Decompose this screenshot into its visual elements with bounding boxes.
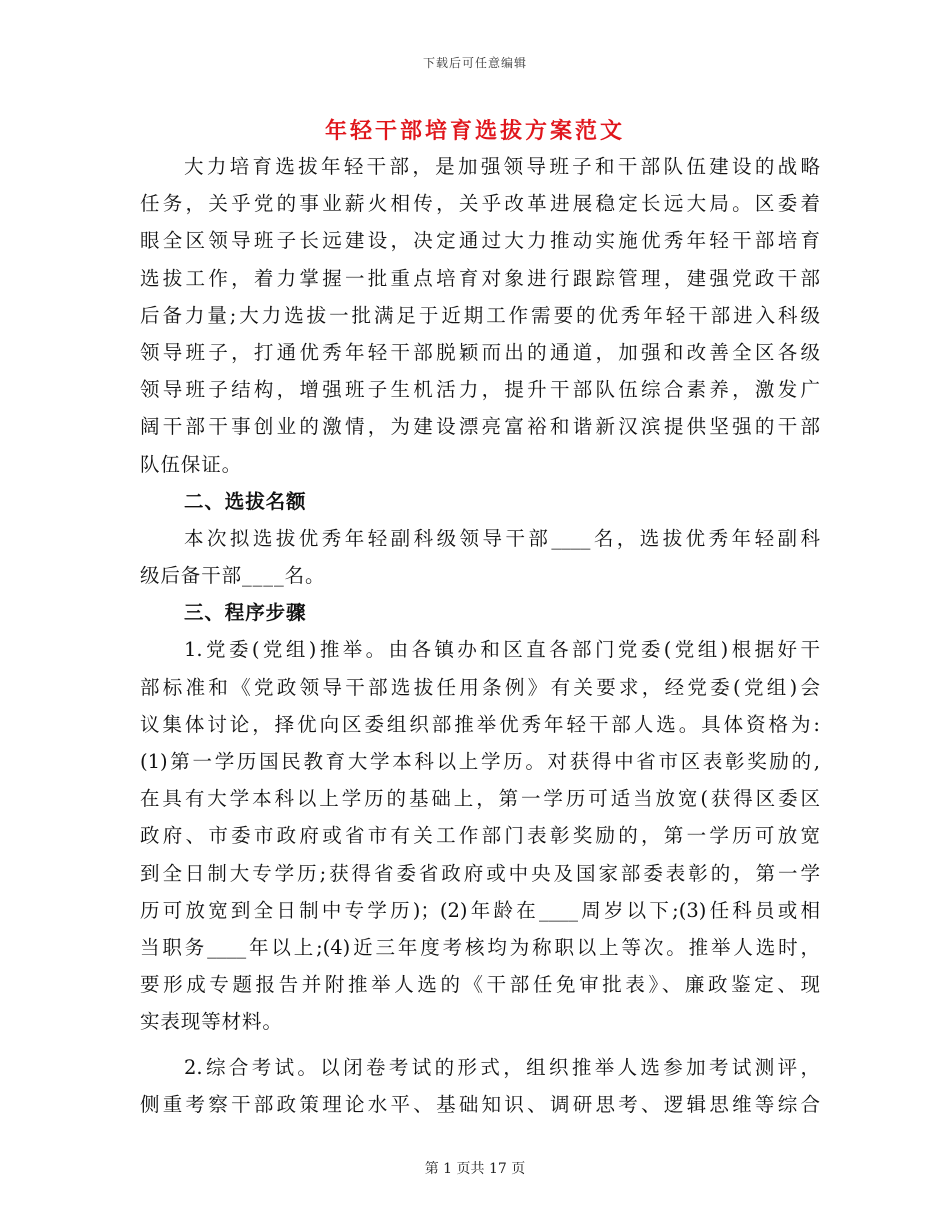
- text-line: 1.党委(党组)推举。由各镇办和区直各部门党委(党组)根据好干: [184, 638, 820, 662]
- text-line: 任务，关乎党的事业薪火相传，关乎改革进展稳定长远大局。区委着: [140, 192, 820, 216]
- text-line: 历可放宽到全日制中专学历)；(2)年龄在____周岁以下;(3)任科员或相: [140, 898, 820, 922]
- section-heading: 二、选拔名额: [184, 489, 307, 513]
- text-line: 在具有大学本科以上学历的基础上，第一学历可适当放宽(获得区委区: [140, 787, 820, 811]
- header-note: 下载后可任意编辑: [422, 56, 527, 70]
- text-line: 阔干部干事创业的激情，为建设漂亮富裕和谐新汉滨提供坚强的干部: [140, 415, 820, 439]
- text-line: 领导班子，打通优秀年轻干部脱颖而出的通道，加强和改善全区各级: [140, 340, 820, 364]
- text-line: 本次拟选拔优秀年轻副科级领导干部____名，选拔优秀年轻副科: [184, 526, 820, 550]
- text-line: 议集体讨论，择优向区委组织部推举优秀年轻干部人选。具体资格为:: [140, 712, 820, 736]
- text-line: 当职务____年以上;(4)近三年度考核均为称职以上等次。推举人选时，: [140, 935, 820, 959]
- text-line: 选拔工作，着力掌握一批重点培育对象进行跟踪管理，建强党政干部: [140, 266, 820, 290]
- text-line: 级后备干部____名。: [140, 564, 326, 588]
- text-line: 部标准和《党政领导干部选拔任用条例》有关要求，经党委(党组)会: [140, 675, 820, 699]
- text-line: 队伍保证。: [140, 452, 243, 476]
- text-line: 实表现等材料。: [140, 1010, 283, 1034]
- text-line: 要形成专题报告并附推举人选的《干部任免审批表》、廉政鉴定、现: [140, 973, 820, 997]
- section-heading: 三、程序步骤: [184, 601, 307, 625]
- text-line: 侧重考察干部政策理论水平、基础知识、调研思考、逻辑思维等综合: [140, 1092, 820, 1116]
- document-title: 年轻干部培育选拔方案范文: [324, 118, 625, 144]
- text-line: 到全日制大专学历;获得省委省政府或中央及国家部委表彰的，第一学: [140, 861, 820, 885]
- text-line: 2.综合考试。以闭卷考试的形式，组织推举人选参加考试测评，: [184, 1055, 820, 1079]
- text-line: 领导班子结构，增强班子生机活力，提升干部队伍综合素养，激发广: [140, 378, 820, 402]
- page-footer: 第 1 页共 17 页: [424, 1161, 526, 1177]
- text-line: (1)第一学历国民教育大学本科以上学历。对获得中省市区表彰奖励的,: [140, 750, 820, 773]
- text-line: 后备力量;大力选拔一批满足于近期工作需要的优秀年轻干部进入科级: [140, 303, 820, 327]
- text-line: 眼全区领导班子长远建设，决定通过大力推动实施优秀年轻干部培育: [140, 229, 820, 253]
- document-body: [140, 148, 820, 1123]
- text-line: 政府、市委市政府或省市有关工作部门表彰奖励的，第一学历可放宽: [140, 824, 820, 848]
- text-line: 大力培育选拔年轻干部，是加强领导班子和干部队伍建设的战略: [184, 155, 820, 178]
